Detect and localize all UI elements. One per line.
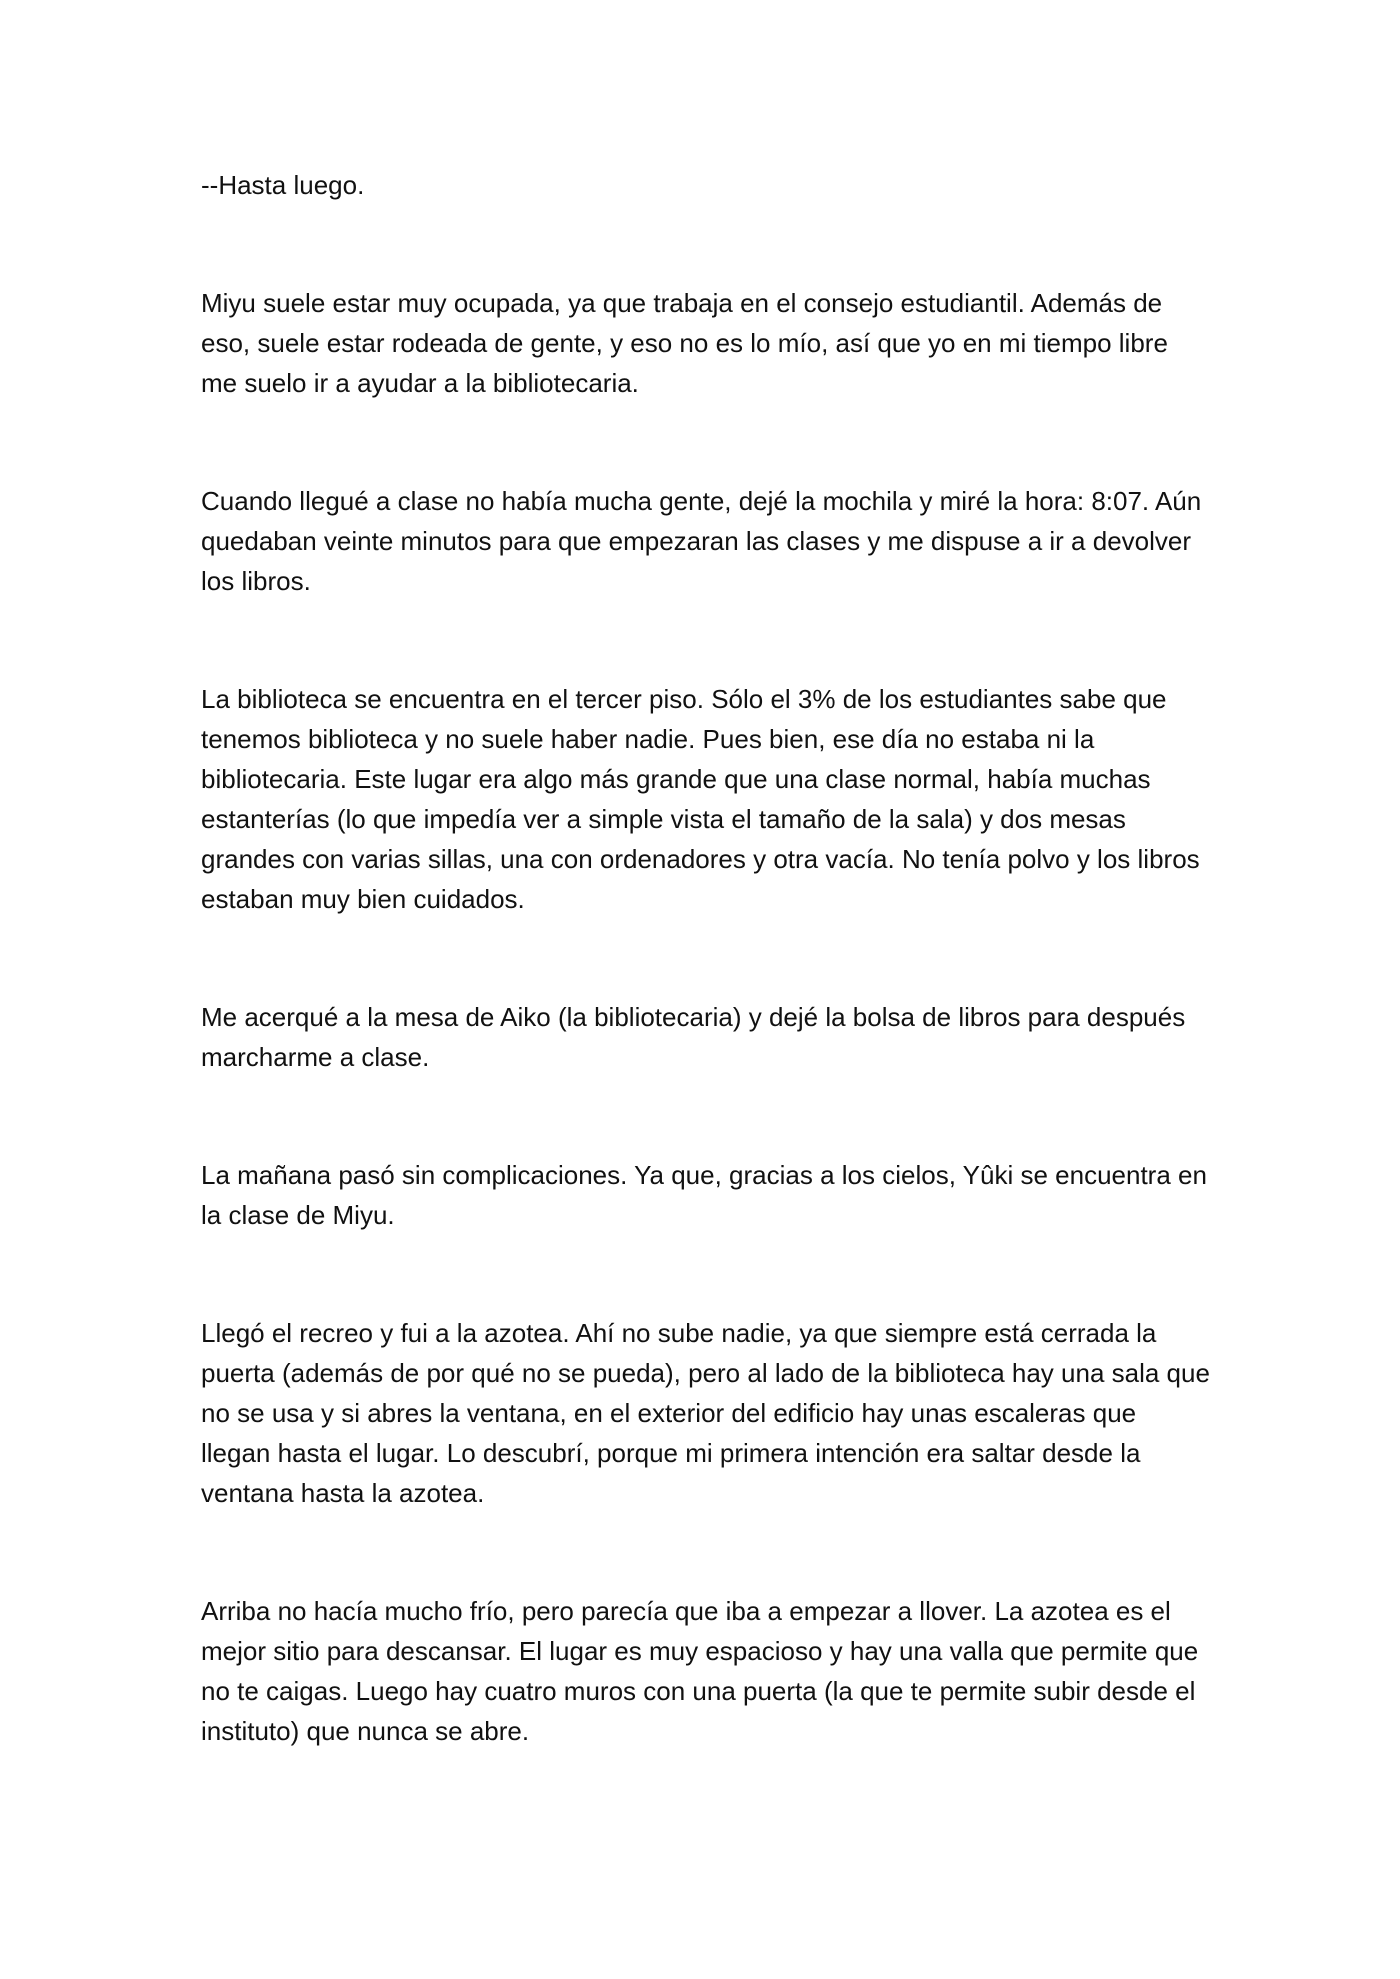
paragraph: --Hasta luego. xyxy=(201,170,365,200)
paragraph: Arriba no hacía mucho frío, pero parecía que iba a empezar a llover. La azotea es el mejor sitio para descansar. El lugar es muy espacioso y hay una valla que permite que no te caigas. Luego hay cuatro muros con una puerta (la que te permite subir desde el instituto) que nunca se abre. xyxy=(201,1596,1199,1746)
document-body xyxy=(201,165,1211,1751)
paragraph: Me acerqué a la mesa de Aiko (la bibliotecaria) y dejé la bolsa de libros para después marcharme a clase. xyxy=(201,1002,1186,1072)
paragraph: La biblioteca se encuentra en el tercer piso. Sólo el 3% de los estudiantes sabe que tenemos biblioteca y no suele haber nadie. Pues bien, ese día no estaba ni la bibliotecaria. Este lugar era algo más grande que una clase normal, había muchas estanterías (lo que impedía ver a simple vista el tamaño de la sala) y dos mesas grandes con varias sillas, una con ordenadores y otra vacía. No tenía polvo y los libros estaban muy bien cuidados. xyxy=(201,684,1200,914)
paragraph: Cuando llegué a clase no había mucha gente, dejé la mochila y miré la hora: 8:07. Aún quedaban veinte minutos para que empezaran las clases y me dispuse a ir a devolver los libros. xyxy=(201,486,1202,596)
paragraph: Llegó el recreo y fui a la azotea. Ahí no sube nadie, ya que siempre está cerrada la puerta (además de por qué no se pueda), pero al lado de la biblioteca hay una sala que no se usa y si abres la ventana, en el exterior del edificio hay unas escaleras que llegan hasta el lugar. Lo descubrí, porque mi primera intención era saltar desde la ventana hasta la azotea. xyxy=(201,1318,1210,1508)
paragraph: La mañana pasó sin complicaciones. Ya que, gracias a los cielos, Yûki se encuentra en la clase de Miyu. xyxy=(201,1160,1207,1230)
paragraph: Miyu suele estar muy ocupada, ya que trabaja en el consejo estudiantil. Además de eso, suele estar rodeada de gente, y eso no es lo mío, así que yo en mi tiempo libre me suelo ir a ayudar a la bibliotecaria. xyxy=(201,288,1168,398)
